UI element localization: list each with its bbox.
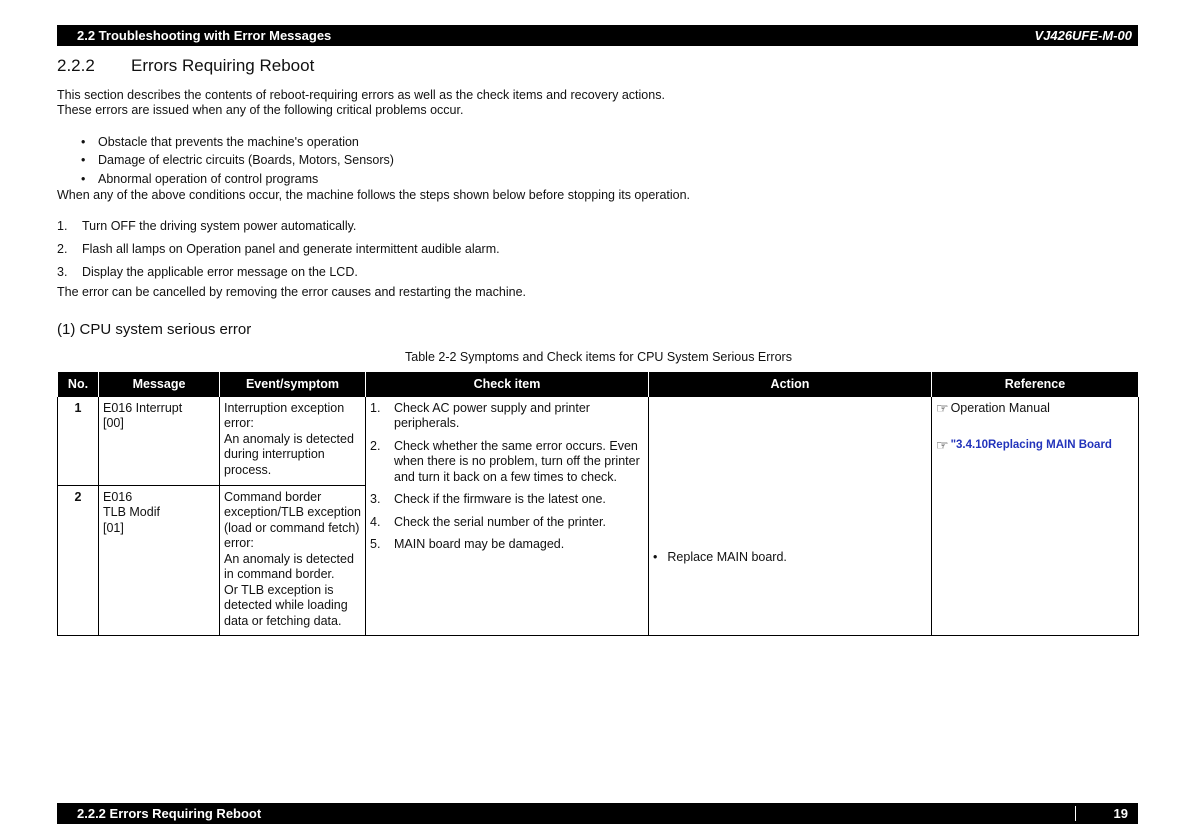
reference-link[interactable]: ☞ "3.4.10Replacing MAIN Board — [936, 437, 1112, 453]
row-number: 2 — [58, 485, 99, 635]
col-header: Event/symptom — [220, 372, 366, 396]
reference-operation-manual: ☞ Operation Manual — [936, 399, 1050, 416]
col-header: Check item — [366, 372, 649, 396]
check-item: 3. Check if the firmware is the latest one. — [370, 492, 606, 506]
intro-line: This section describes the contents of reboot-requiring errors as well as the check items and recovery actions. — [57, 88, 665, 102]
subsection-title: (1) CPU system serious error — [57, 321, 252, 338]
col-header: Reference — [932, 372, 1139, 396]
footer-section: 2.2.2 Errors Requiring Reboot — [77, 806, 262, 821]
table-row — [58, 396, 1139, 485]
row-number: 1 — [58, 396, 99, 485]
steps-intro: When any of the above conditions occur, the machine follows the steps shown below before stopping its operation. — [57, 188, 691, 202]
check-item: 2. Check whether the same error occurs. Even when there is no problem, turn off the printer and turn it back on a few times to check. — [370, 438, 640, 484]
step-item: 1. Turn OFF the driving system power automatically. — [57, 219, 357, 233]
step-item: 3. Display the applicable error message on the LCD. — [57, 265, 358, 279]
bullet-item: • Damage of electric circuits (Boards, Motors, Sensors) — [82, 153, 394, 167]
reference-cell — [932, 396, 1139, 635]
pointing-hand-icon: ☞ — [936, 437, 949, 453]
error-table — [57, 372, 1139, 636]
page-number: 19 — [1113, 806, 1128, 821]
check-items-cell — [366, 396, 649, 635]
event-cell: Interruption exception error: An anomaly is detected during interruption process. — [220, 396, 366, 485]
section-number: 2.2.2 — [57, 56, 95, 75]
intro-line: These errors are issued when any of the following critical problems occur. — [57, 103, 464, 117]
table-caption: Table 2-2 Symptoms and Check items for CPU System Serious Errors — [405, 350, 792, 364]
step-item: 2. Flash all lamps on Operation panel and generate intermittent audible alarm. — [57, 242, 500, 256]
check-item: 5. MAIN board may be damaged. — [370, 537, 565, 551]
page-header — [57, 25, 1138, 46]
bullet-item: • Abnormal operation of control programs — [82, 172, 318, 186]
col-header: Action — [649, 372, 932, 396]
footer-divider — [1075, 806, 1076, 821]
table-header-row — [58, 372, 1139, 396]
action-cell: • Replace MAIN board. — [649, 396, 932, 635]
col-header: No. — [58, 372, 99, 396]
action-text: Replace MAIN board. — [667, 549, 787, 564]
cancel-note: The error can be cancelled by removing the error causes and restarting the machine. — [57, 285, 526, 299]
section-title — [57, 56, 314, 76]
col-header: Message — [99, 372, 220, 396]
page-footer — [57, 803, 1138, 824]
doc-code: VJ426UFE-M-00 — [1034, 28, 1132, 43]
header-section: 2.2 Troubleshooting with Error Messages — [77, 28, 332, 43]
message-cell: E016 Interrupt [00] — [99, 396, 220, 485]
pointing-hand-icon: ☞ — [936, 399, 949, 416]
check-item: 4. Check the serial number of the printer. — [370, 514, 606, 529]
event-cell: Command border exception/TLB exception (load or command fetch) error: An anomaly is detected in command border. Or TLB exception is detected while loading data or fetching data. — [220, 485, 366, 635]
check-item: 1. Check AC power supply and printer peripherals. — [370, 400, 590, 430]
message-cell: E016 TLB Modif [01] — [99, 485, 220, 635]
section-title-text: Errors Requiring Reboot — [131, 56, 315, 75]
bullet-item: • Obstacle that prevents the machine's operation — [82, 135, 359, 149]
